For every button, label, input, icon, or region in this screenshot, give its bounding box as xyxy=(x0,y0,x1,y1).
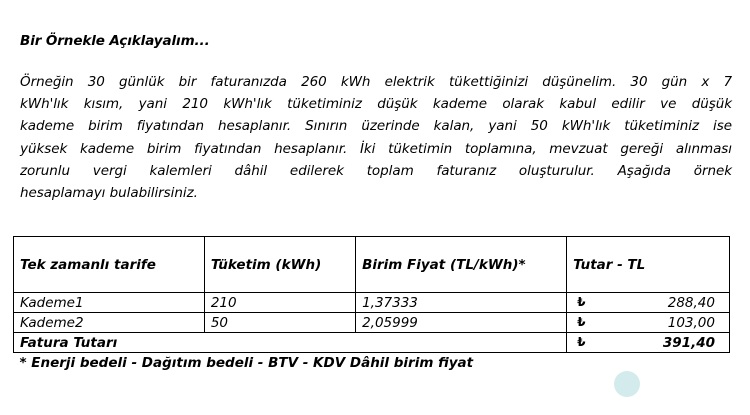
header-cell-tariff: Tek zamanlı tarife xyxy=(14,237,205,293)
lira-sign: ₺ xyxy=(577,294,586,309)
paragraph-line: Örneğin 30 günlük bir faturanızda 260 kWh elektrik tükettiğinizi düşünelim. 30 gün x 7 xyxy=(20,74,732,90)
row-label: Kademe1 xyxy=(14,293,205,313)
header-cell-consumption: Tüketim (kWh) xyxy=(204,237,355,293)
row-unit-price: 2,05999 xyxy=(356,313,567,333)
table-row xyxy=(14,293,730,313)
row-consumption: 210 xyxy=(204,293,355,313)
row-amount-cell xyxy=(567,313,730,333)
table-footnote: * Enerji bedeli - Dağıtım bedeli - BTV - KDV Dâhil birim fiyat xyxy=(14,353,730,374)
paragraph-line: hesaplamayı bulabilirsiniz. xyxy=(20,185,198,202)
total-amount: 391,40 xyxy=(662,334,715,351)
lira-sign: ₺ xyxy=(577,334,586,349)
row-label: Kademe2 xyxy=(14,313,205,333)
lira-sign: ₺ xyxy=(577,314,586,329)
row-consumption: 50 xyxy=(204,313,355,333)
table-footnote-row xyxy=(14,353,730,374)
header-cell-amount: Tutar - TL xyxy=(567,237,730,293)
paragraph-line: kademe birim fiyatından hesaplanır. Sınırın üzerinde kalan, yani 50 kWh'lık tüketiminiz ise xyxy=(20,118,732,135)
header-cell-unit-price: Birim Fiyat (TL/kWh)* xyxy=(356,237,567,293)
total-label: Fatura Tutarı xyxy=(14,333,567,353)
watermark-logo-icon xyxy=(614,371,640,397)
section-heading: Bir Örnekle Açıklayalım... xyxy=(20,33,210,49)
row-amount: 103,00 xyxy=(667,314,715,331)
row-amount-cell xyxy=(567,293,730,313)
paragraph-line: kWh'lık kısım, yani 210 kWh'lık tüketiminiz düşük kademe olarak kabul edilir ve düşük xyxy=(20,96,732,113)
paragraph-line: zorunlu vergi kalemleri dâhil edilerek toplam faturanız oluşturulur. Aşağıda örnek xyxy=(20,162,732,179)
row-unit-price: 1,37333 xyxy=(356,293,567,313)
total-amount-cell xyxy=(567,333,730,353)
table-total-row xyxy=(14,333,730,353)
row-amount: 288,40 xyxy=(667,294,715,311)
table-header-row xyxy=(14,237,730,293)
tariff-table xyxy=(13,236,730,373)
table-row xyxy=(14,313,730,333)
explanation-paragraph xyxy=(20,71,732,204)
paragraph-line: yüksek kademe birim fiyatından hesaplanır. İki tüketimin toplamına, mevzuat gereği alınması xyxy=(20,140,732,157)
